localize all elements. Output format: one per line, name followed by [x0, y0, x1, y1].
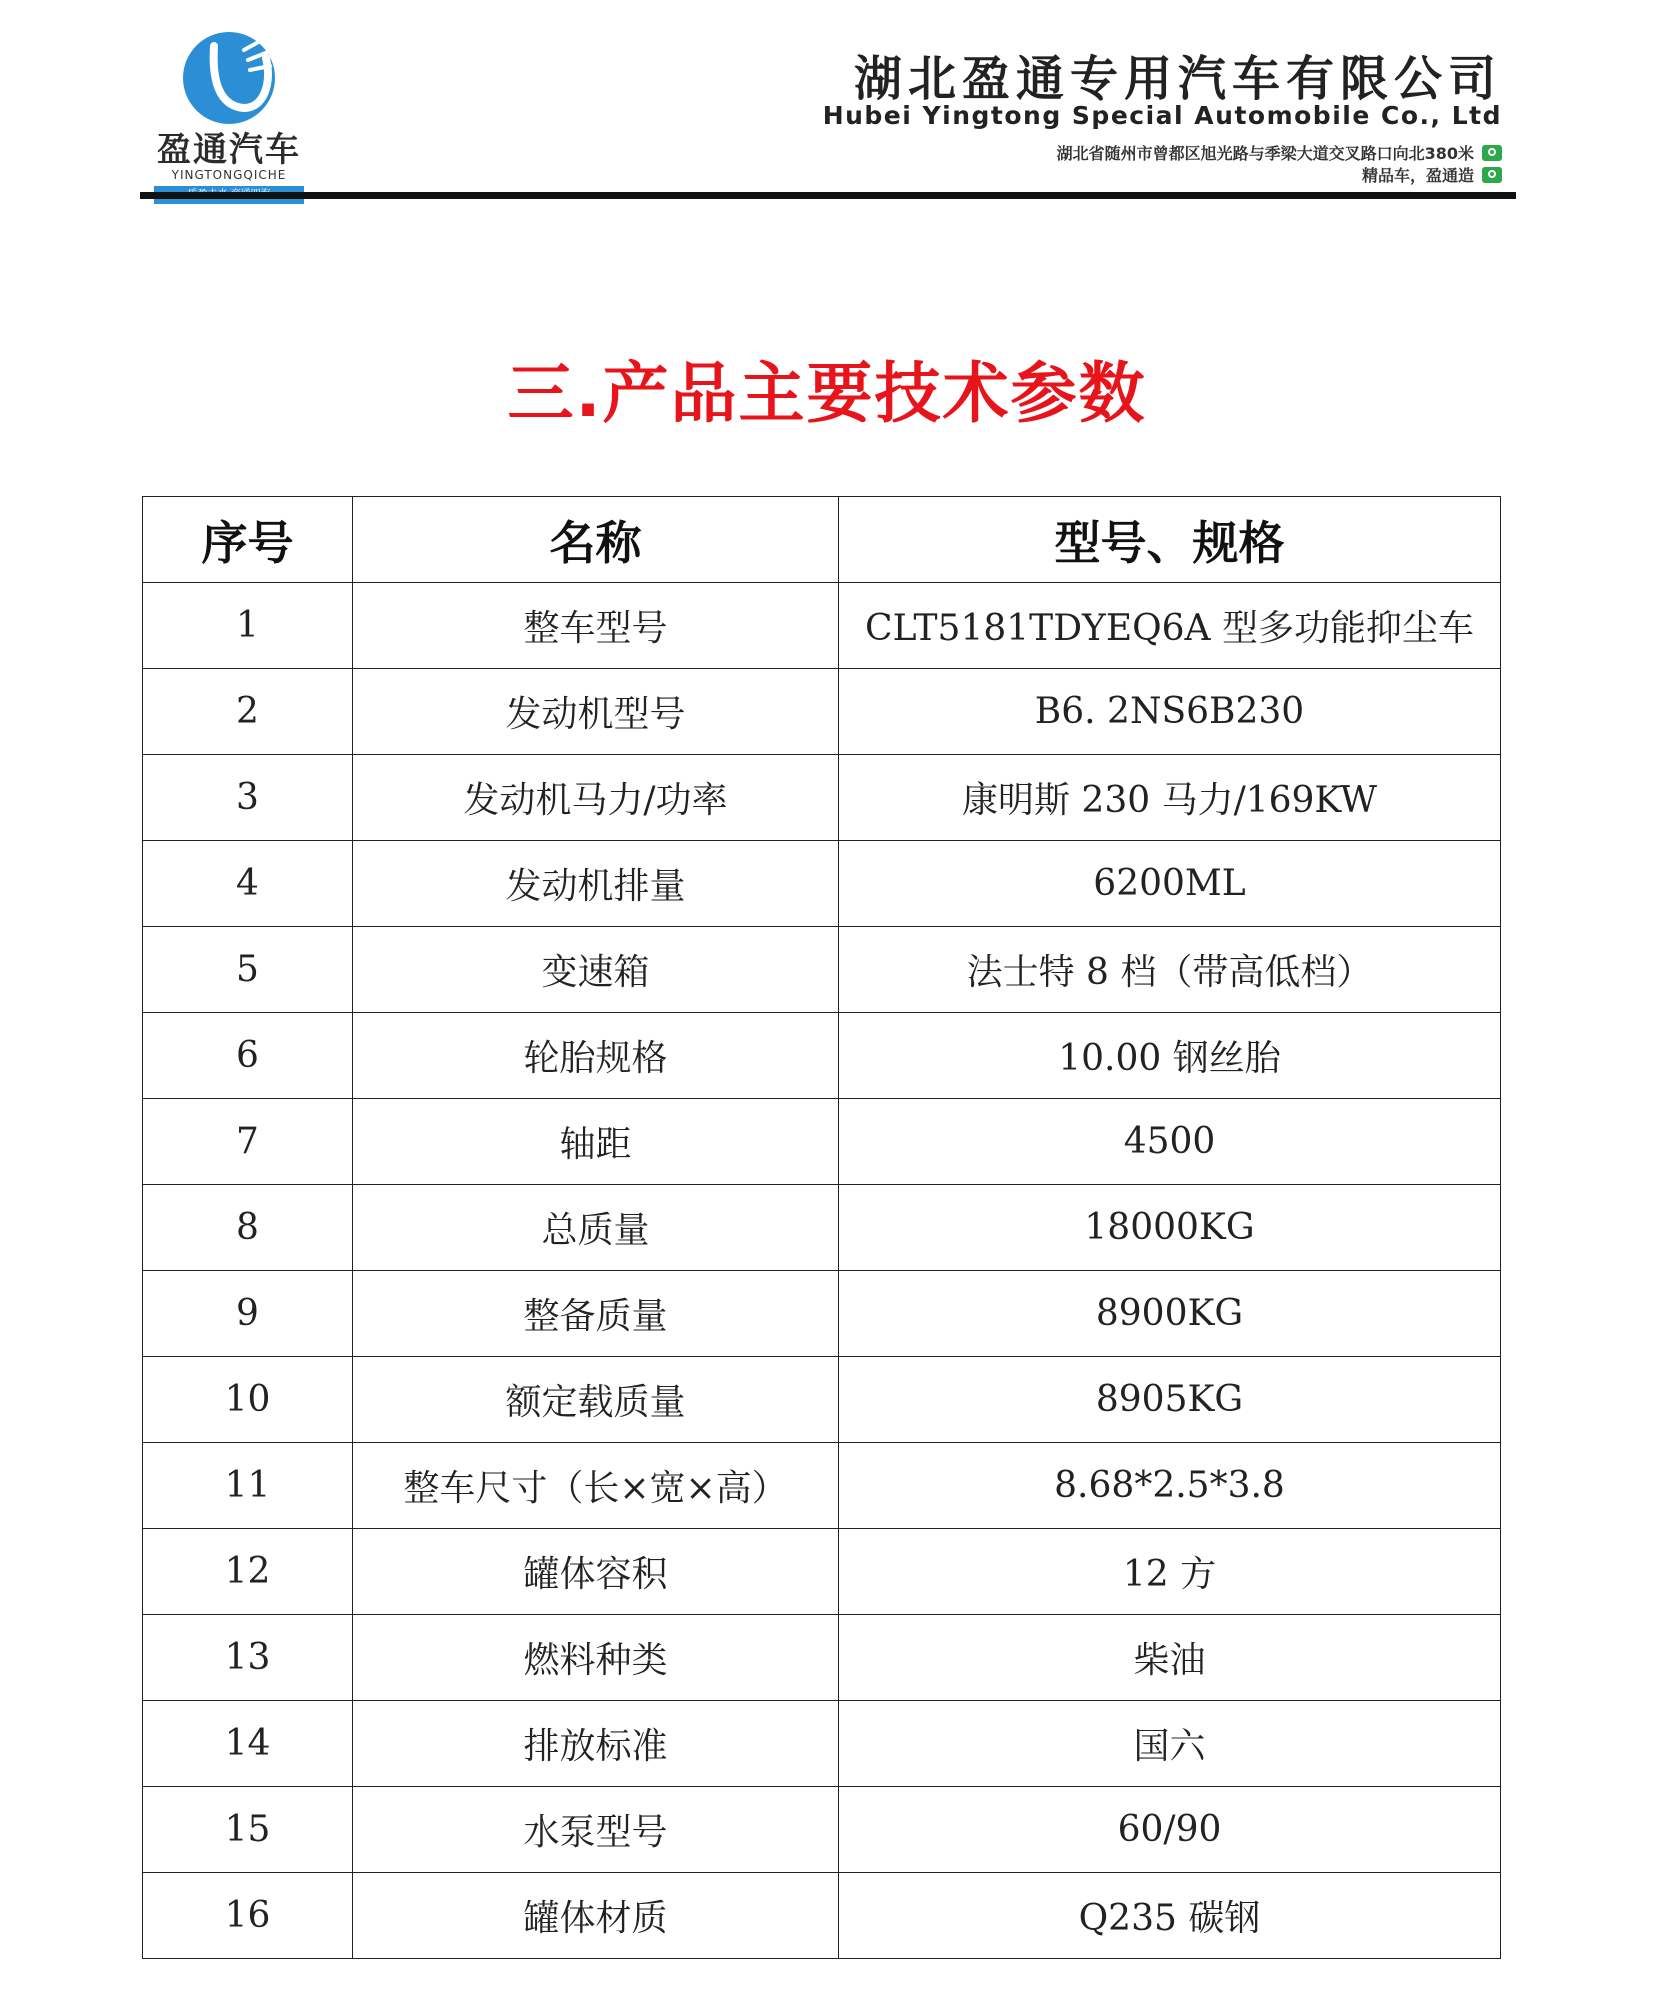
row-name: 变速箱 [353, 927, 839, 1013]
table-row [143, 1615, 1501, 1701]
row-spec: 4500 [839, 1099, 1501, 1185]
row-no: 14 [143, 1701, 353, 1787]
row-spec: 法士特 8 档（带高低档） [839, 927, 1501, 1013]
badge-icon [1482, 167, 1502, 183]
row-no: 9 [143, 1271, 353, 1357]
row-name: 额定载质量 [353, 1357, 839, 1443]
row-no: 8 [143, 1185, 353, 1271]
header-name: 名称 [353, 497, 839, 583]
row-spec: 康明斯 230 马力/169KW [839, 755, 1501, 841]
table-row [143, 1873, 1501, 1959]
table-header-row [143, 497, 1501, 583]
tagline-text: 精品车，盈通造 [1361, 166, 1474, 185]
row-spec: 国六 [839, 1701, 1501, 1787]
logo-cn-name: 盈通汽车 [157, 130, 301, 170]
table-row [143, 1271, 1501, 1357]
table-row [143, 669, 1501, 755]
row-no: 13 [143, 1615, 353, 1701]
row-no: 7 [143, 1099, 353, 1185]
row-name: 轴距 [353, 1099, 839, 1185]
row-spec: 10.00 钢丝胎 [839, 1013, 1501, 1099]
row-spec: Q235 碳钢 [839, 1873, 1501, 1959]
row-spec: 6200ML [839, 841, 1501, 927]
row-name: 发动机马力/功率 [353, 755, 839, 841]
row-spec: 60/90 [839, 1787, 1501, 1873]
row-name: 总质量 [353, 1185, 839, 1271]
row-no: 2 [143, 669, 353, 755]
table-row [143, 583, 1501, 669]
section-title: 三.产品主要技术参数 [507, 355, 1147, 432]
row-spec: 8900KG [839, 1271, 1501, 1357]
table-row [143, 755, 1501, 841]
row-no: 4 [143, 841, 353, 927]
row-spec: CLT5181TDYEQ6A 型多功能抑尘车 [839, 583, 1501, 669]
row-name: 排放标准 [353, 1701, 839, 1787]
row-no: 15 [143, 1787, 353, 1873]
row-name: 整车型号 [353, 583, 839, 669]
table-row [143, 1185, 1501, 1271]
row-no: 6 [143, 1013, 353, 1099]
row-name: 整车尺寸（长×宽×高） [353, 1443, 839, 1529]
row-name: 水泵型号 [353, 1787, 839, 1873]
company-logo [138, 22, 313, 192]
row-no: 1 [143, 583, 353, 669]
location-icon [1482, 145, 1502, 161]
table-row [143, 1787, 1501, 1873]
logo-en-name: YINGTONGQICHE [171, 168, 287, 182]
logo-mark-icon [174, 28, 284, 128]
row-no: 11 [143, 1443, 353, 1529]
table-row [143, 1013, 1501, 1099]
table-row [143, 841, 1501, 927]
company-address [1057, 141, 1502, 164]
table-row [143, 1099, 1501, 1185]
row-spec: 柴油 [839, 1615, 1501, 1701]
header-spec: 型号、规格 [839, 497, 1501, 583]
table-row [143, 1443, 1501, 1529]
row-spec: 12 方 [839, 1529, 1501, 1615]
table-row [143, 1357, 1501, 1443]
row-name: 发动机排量 [353, 841, 839, 927]
row-no: 5 [143, 927, 353, 1013]
row-no: 16 [143, 1873, 353, 1959]
row-name: 罐体容积 [353, 1529, 839, 1615]
row-name: 罐体材质 [353, 1873, 839, 1959]
spec-table [142, 496, 1501, 1959]
header-divider [140, 192, 1516, 199]
company-name-en: Hubei Yingtong Special Automobile Co., Ltd [822, 101, 1502, 130]
row-spec: 8905KG [839, 1357, 1501, 1443]
company-name-cn: 湖北盈通专用汽车有限公司 [853, 51, 1502, 107]
header-no: 序号 [143, 497, 353, 583]
row-name: 燃料种类 [353, 1615, 839, 1701]
row-no: 3 [143, 755, 353, 841]
row-no: 10 [143, 1357, 353, 1443]
row-name: 整备质量 [353, 1271, 839, 1357]
table-row [143, 1701, 1501, 1787]
row-spec: 8.68*2.5*3.8 [839, 1443, 1501, 1529]
row-name: 发动机型号 [353, 669, 839, 755]
row-spec: B6. 2NS6B230 [839, 669, 1501, 755]
table-row [143, 927, 1501, 1013]
company-tagline [1362, 163, 1502, 186]
table-row [143, 1529, 1501, 1615]
address-text: 湖北省随州市曾都区旭光路与季梁大道交叉路口向北380米 [1056, 144, 1474, 163]
row-spec: 18000KG [839, 1185, 1501, 1271]
row-name: 轮胎规格 [353, 1013, 839, 1099]
row-no: 12 [143, 1529, 353, 1615]
